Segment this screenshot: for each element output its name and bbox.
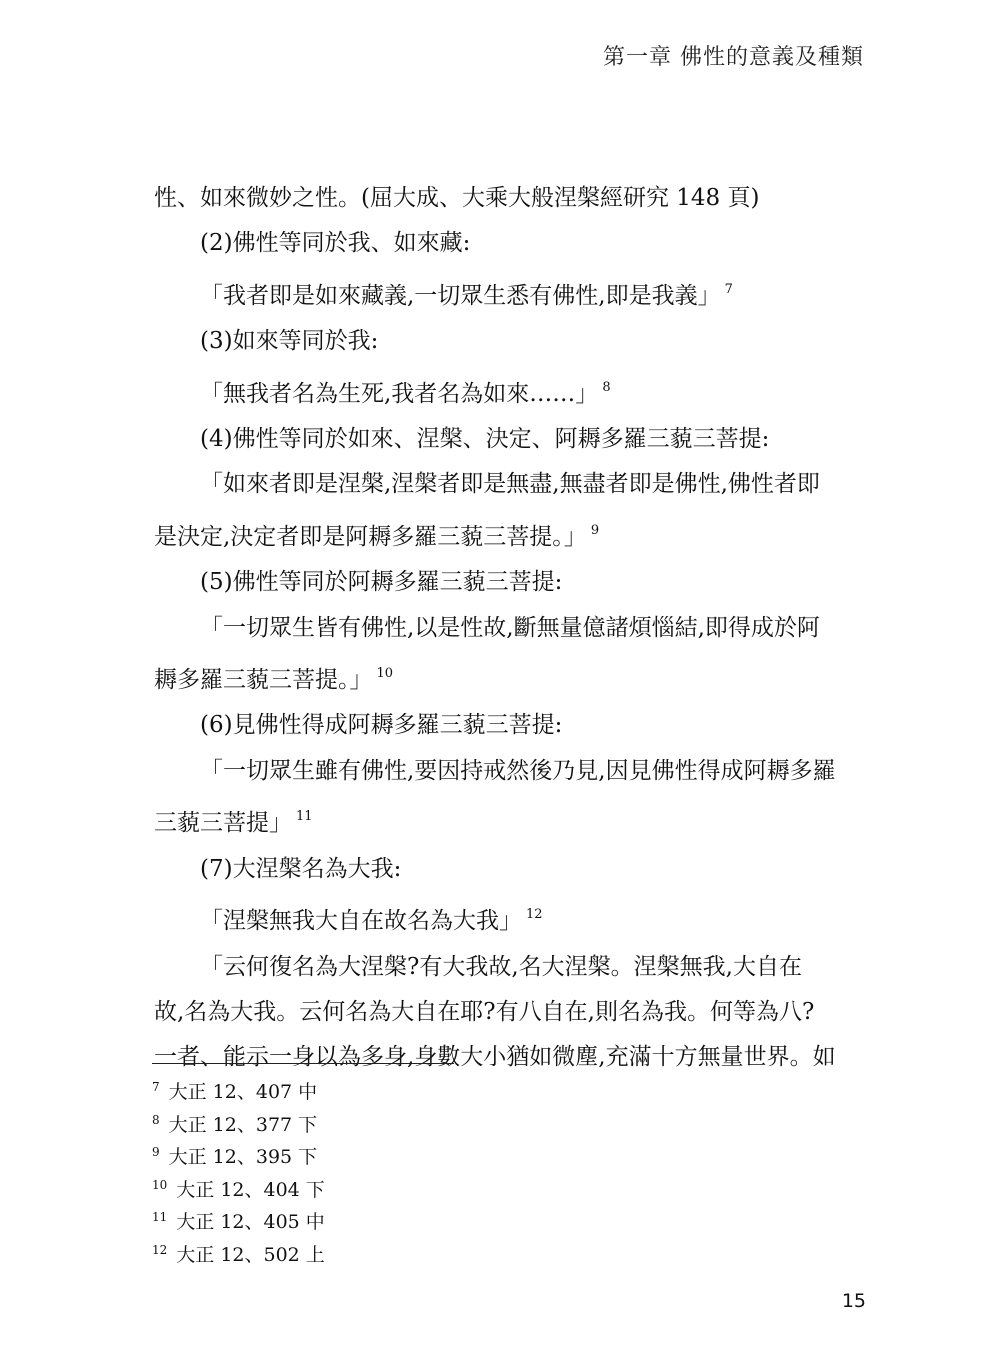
text-line: 「一切眾生雖有佛性,要因持戒然後乃見,因見佛性得成阿耨多羅 <box>200 757 836 784</box>
text-line: 一者、能示一身以為多身,身數大小猶如微塵,充滿十方無量世界。如 <box>154 1044 836 1071</box>
text-line: 耨多羅三藐三菩提。」 $^{10}$ <box>154 666 394 694</box>
footnote-item <box>152 1139 325 1172</box>
footnote-ref: 7 <box>724 281 733 297</box>
footnote-number: 8 <box>152 1112 160 1127</box>
main-text <box>154 176 866 1081</box>
footnote-text: 大正 12、407 中 <box>168 1081 318 1103</box>
text-line: 性、如來微妙之性。(屈大成、大乘大般涅槃經研究 148 頁) <box>154 185 760 211</box>
text-line: 「一切眾生皆有佛性,以是性故,斷無量億諸煩惱結,即得成於阿 <box>200 614 820 641</box>
footnote-text: 大正 12、405 中 <box>176 1211 325 1233</box>
footnote-divider <box>152 1063 454 1064</box>
footnote-text: 大正 12、502 上 <box>176 1243 325 1266</box>
footnotes <box>152 1074 325 1269</box>
running-header: 第一章 佛性的意義及種類 <box>603 45 864 70</box>
text-line: 「我者即是如來藏義,一切眾生悉有佛性,即是我義」 $^7$ <box>200 281 733 309</box>
footnote-ref: 12 <box>526 907 543 923</box>
footnote-number: 10 <box>152 1177 168 1192</box>
text-line: 「如來者即是涅槃,涅槃者即是無盡,無盡者即是佛性,佛性者即 <box>200 471 820 498</box>
footnote-text: 大正 12、404 下 <box>176 1178 325 1201</box>
footnote-item <box>152 1237 325 1270</box>
text-line: 是決定,決定者即是阿耨多羅三藐三菩提。」 $^9$ <box>154 522 600 550</box>
text-line: 三藐三菩提」 $^{11}$ <box>154 809 313 837</box>
footnote-number: 11 <box>152 1210 168 1224</box>
footnote-item <box>152 1172 325 1205</box>
footnote-ref: 10 <box>376 666 394 682</box>
text-line: 「云何復名為大涅槃?有大我故,名大涅槃。涅槃無我,大自在 <box>200 953 802 980</box>
page-number: 15 <box>841 1290 866 1312</box>
footnote-number: 12 <box>152 1242 168 1257</box>
footnote-ref: 8 <box>602 379 611 395</box>
text-line: 「無我者名為生死,我者名為如來……」 $^8$ <box>200 379 611 407</box>
text-line: 「涅槃無我大自在故名為大我」 $^{12}$ <box>200 907 543 935</box>
text-line: (7)大涅槃名為大我: <box>200 855 402 882</box>
text-line: (6)見佛性得成阿耨多羅三藐三菩提: <box>200 712 563 739</box>
text-line: (3)如來等同於我: <box>200 328 379 355</box>
footnote-item <box>152 1204 325 1237</box>
text-line: (2)佛性等同於我、如來藏: <box>200 230 471 257</box>
text-line: (4)佛性等同於如來、涅槃、決定、阿耨多羅三藐三菩提: <box>200 426 770 453</box>
footnote-text: 大正 12、395 下 <box>168 1146 318 1168</box>
footnote-text: 大正 12、377 下 <box>168 1113 318 1136</box>
footnote-number: 9 <box>152 1145 160 1159</box>
footnote-ref: 11 <box>296 809 313 825</box>
footnote-item <box>152 1107 325 1140</box>
text-line: 故,名為大我。云何名為大自在耶?有八自在,則名為我。何等為八? <box>154 998 815 1025</box>
footnote-ref: 9 <box>590 522 600 538</box>
text-line: (5)佛性等同於阿耨多羅三藐三菩提: <box>200 569 563 596</box>
footnote-item <box>152 1074 325 1107</box>
footnote-number: 7 <box>152 1080 160 1094</box>
